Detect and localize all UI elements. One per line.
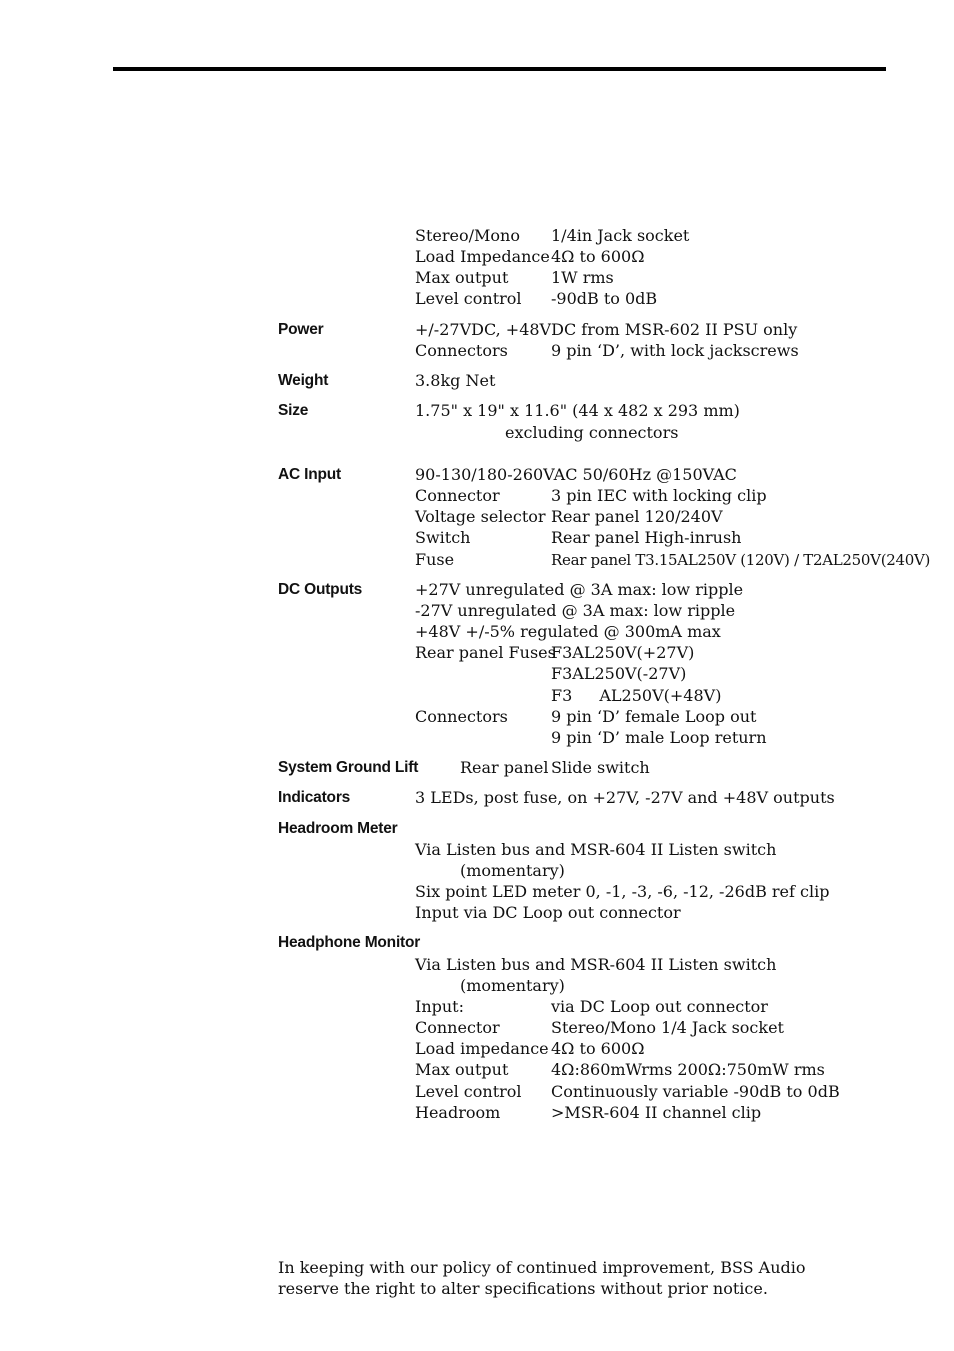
ac-input-value: Rear panel High-inrush — [551, 528, 742, 547]
power-label: Power — [278, 321, 324, 338]
ground-lift-label: System Ground Lift — [278, 759, 419, 776]
ground-lift-value: Slide switch — [551, 758, 650, 777]
output-value: 1W rms — [551, 268, 614, 287]
output-value: -90dB to 0dB — [551, 289, 658, 308]
headphone-monitor-line: Via Listen bus and MSR-604 II Listen switch — [415, 955, 777, 974]
weight-value: 3.8kg Net — [415, 371, 496, 390]
ac-input-value: Rear panel T3.15AL250V (120V) / T2AL250V(240V) — [551, 551, 931, 569]
output-value: 1/4in Jack socket — [551, 226, 690, 245]
ac-input-value: Rear panel 120/240V — [551, 507, 723, 526]
top-rule — [113, 67, 886, 71]
ac-input-key: Connector — [415, 486, 500, 505]
output-key: Max output — [415, 268, 509, 287]
ac-input-label: AC Input — [278, 466, 341, 483]
ac-input-key: Voltage selector — [415, 507, 546, 526]
headphone-monitor-key: Connector — [415, 1018, 500, 1037]
headroom-meter-line: Input via DC Loop out connector — [415, 903, 681, 922]
ground-lift-key: Rear panel — [460, 758, 549, 777]
weight-label: Weight — [278, 372, 329, 389]
power-connectors-value: 9 pin ‘D’, with lock jackscrews — [551, 341, 799, 360]
headphone-monitor-key: Max output — [415, 1060, 509, 1079]
output-key: Level control — [415, 289, 522, 308]
headphone-monitor-value: 4Ω:860mWrms 200Ω:750mW rms — [551, 1060, 825, 1079]
headroom-meter-line: (momentary) — [460, 861, 565, 880]
dc-outputs-line: +48V +/-5% regulated @ 300mA max — [415, 622, 721, 641]
headphone-monitor-key: Headroom — [415, 1103, 501, 1122]
dc-outputs-fuse: F3AL250V(-27V) — [551, 664, 687, 683]
headphone-monitor-value: 4Ω to 600Ω — [551, 1039, 645, 1058]
dc-outputs-connectors-key: Connectors — [415, 707, 508, 726]
headphone-monitor-value: Continuously variable -90dB to 0dB — [551, 1082, 840, 1101]
ac-input-line: 90-130/180-260VAC 50/60Hz @150VAC — [415, 465, 737, 484]
headphone-monitor-value: Stereo/Mono 1/4 Jack socket — [551, 1018, 784, 1037]
headphone-monitor-line: (momentary) — [460, 976, 565, 995]
output-value: 4Ω to 600Ω — [551, 247, 645, 266]
headroom-meter-line: Six point LED meter 0, -1, -3, -6, -12, -26dB ref clip — [415, 882, 830, 901]
headroom-meter-line: Via Listen bus and MSR-604 II Listen switch — [415, 840, 777, 859]
notice-line: reserve the right to alter specifications without prior notice. — [278, 1279, 768, 1298]
dc-outputs-fuses-key: Rear panel Fuses — [415, 643, 556, 662]
output-key: Stereo/Mono — [415, 226, 520, 245]
dc-outputs-connector: 9 pin ‘D’ male Loop return — [551, 728, 767, 747]
specification-notice — [278, 1257, 878, 1299]
headroom-meter-label: Headroom Meter — [278, 820, 398, 837]
ac-input-key: Fuse — [415, 550, 455, 569]
headphone-monitor-key: Input: — [415, 997, 464, 1016]
power-connectors-key: Connectors — [415, 341, 508, 360]
indicators-value: 3 LEDs, post fuse, on +27V, -27V and +48V outputs — [415, 788, 835, 807]
headphone-monitor-value: via DC Loop out connector — [551, 997, 768, 1016]
headphone-monitor-key: Level control — [415, 1082, 522, 1101]
headphone-monitor-label: Headphone Monitor — [278, 934, 421, 951]
size-note: excluding connectors — [505, 423, 679, 442]
power-line: +/-27VDC, +48VDC from MSR-602 II PSU only — [415, 320, 798, 339]
headphone-monitor-value: >MSR-604 II channel clip — [551, 1103, 762, 1122]
dc-outputs-fuse: F3 AL250V(+48V) — [551, 686, 722, 705]
notice-line: In keeping with our policy of continued improvement, BSS Audio — [278, 1258, 806, 1277]
ac-input-key: Switch — [415, 528, 471, 547]
size-value: 1.75" x 19" x 11.6" (44 x 482 x 293 mm) — [415, 401, 740, 420]
dc-outputs-line: +27V unregulated @ 3A max: low ripple — [415, 580, 744, 599]
ac-input-value: 3 pin IEC with locking clip — [551, 486, 767, 505]
headphone-monitor-key: Load impedance — [415, 1039, 549, 1058]
dc-outputs-connector: 9 pin ‘D’ female Loop out — [551, 707, 757, 726]
dc-outputs-line: -27V unregulated @ 3A max: low ripple — [415, 601, 736, 620]
dc-outputs-label: DC Outputs — [278, 581, 363, 598]
size-label: Size — [278, 402, 309, 419]
dc-outputs-fuse: F3AL250V(+27V) — [551, 643, 695, 662]
indicators-label: Indicators — [278, 789, 351, 806]
output-key: Load Impedance — [415, 247, 550, 266]
